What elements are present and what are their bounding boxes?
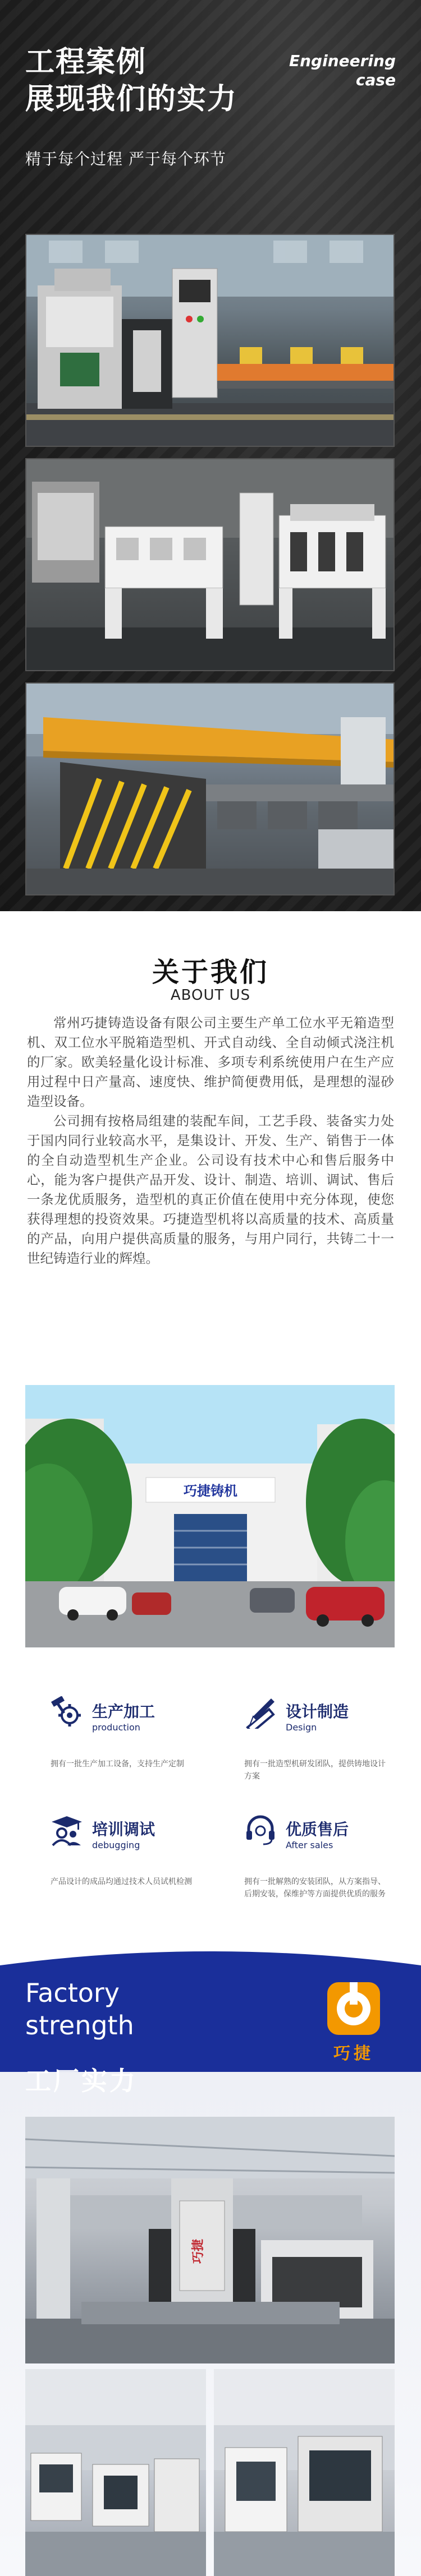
- service-production-en: production: [92, 1722, 140, 1733]
- service-design-en: Design: [286, 1722, 317, 1733]
- service-design-desc: 拥有一批造型机研发团队，提供铸地设计方案: [244, 1760, 386, 1781]
- engineering-case-en-title: [289, 52, 396, 90]
- factory-strength-cn-title: 工厂实力: [25, 2066, 138, 2096]
- molding-line-illustration: [26, 235, 395, 447]
- machining-workshop-illustration: [214, 2369, 395, 2576]
- service-production-desc: 拥有一批生产加工设备，支持生产定制: [51, 1760, 184, 1769]
- factory-photo-cnc-left: [25, 2369, 206, 2576]
- hero-slogan: 精于每个过程 严于每个环节: [25, 150, 226, 168]
- about-us-title: 关于我们: [152, 957, 269, 988]
- service-debugging-en: debugging: [92, 1840, 140, 1850]
- service-production: [51, 1696, 219, 1808]
- company-building-illustration: [25, 1385, 395, 1647]
- factory-strength-en-title: [25, 1977, 134, 2042]
- about-paragraph-2: 公司拥有按格局组建的装配车间，工艺手段、装备实力处于国内同行业较高水平，是集设计、开发、生产、销售于一体的全自动造型机生产企业。公司设有技术中心和售后服务中心，能为客户提供产品开发、设计、制造、培训、调试、售后一条龙优质服务，造型机的真正价值在使用中充分体现，使您获得理想的投资效果。巧捷造型机将以高质量的技术、高质量的产品，向用户提供高质量的服务，与用户同行，共铸二十一世纪铸造行业的辉煌。: [27, 1113, 394, 1266]
- case-photo-flaskless-machines: [25, 458, 395, 671]
- en-line-1: Engineering: [289, 52, 396, 70]
- automatic-line-illustration: [26, 684, 395, 895]
- cnc-lathe-illustration: [25, 2369, 206, 2576]
- about-paragraph-1: 常州巧捷铸造设备有限公司主要生产单工位水平无箱造型机、双工位水平脱箱造型机、开式自动线、全自动倾式浇注机的厂家。欧美轻量化设计标准、多项专利系统使用户在生产应用过程中日产量高、速度快、维护简便费用低，是理想的湿砂造型设备。: [27, 1015, 394, 1109]
- title-line-2: 展现我们的实力: [25, 82, 238, 116]
- about-us-body: [27, 1013, 394, 1268]
- service-debugging: [51, 1814, 219, 1926]
- factory-photo-cnc-right: [214, 2369, 395, 2576]
- title-line-1: 工程案例: [25, 45, 147, 79]
- factory-en-line-1: Factory: [25, 1978, 120, 2008]
- company-logo: [312, 1977, 396, 2066]
- headset-service-icon: [244, 1814, 277, 1846]
- service-after-sales-desc: 拥有一批解熟的安装团队，从方案指导、后期安装，保维护等方面提供优质的服务: [244, 1877, 386, 1899]
- flaskless-machine-illustration: [26, 459, 395, 671]
- hammer-gear-icon: [51, 1696, 83, 1729]
- about-us-section: [0, 911, 421, 1943]
- service-debugging-title: 培训调试: [92, 1820, 155, 1839]
- company-building-photo: [25, 1385, 395, 1647]
- service-production-title: 生产加工: [92, 1702, 155, 1721]
- service-after-sales: [244, 1814, 413, 1926]
- engineering-case-title: [25, 44, 237, 118]
- building-sign-text: 巧捷铸机: [184, 1483, 237, 1499]
- gantry-machine-illustration: [25, 2117, 395, 2363]
- service-design-title: 设计制造: [286, 1702, 349, 1721]
- case-photo-molding-line: [25, 234, 395, 447]
- service-after-sales-en: After sales: [286, 1840, 333, 1850]
- engineering-case-section: [0, 0, 421, 911]
- about-us-subtitle: ABOUT US: [170, 987, 251, 1004]
- en-line-2: case: [355, 71, 396, 89]
- machine-brand-label: 巧捷: [191, 2238, 205, 2264]
- service-after-sales-title: 优质售后: [286, 1820, 349, 1839]
- qiaojie-logo-icon: [312, 1977, 396, 2038]
- logo-text: 巧捷: [333, 2044, 374, 2063]
- service-design: [244, 1696, 413, 1808]
- people-graduation-icon: [51, 1814, 83, 1846]
- service-debugging-desc: 产品设计的成品均通过技术人员试机检测: [51, 1877, 192, 1886]
- factory-strength-section: [0, 1943, 421, 2576]
- factory-photo-gantry: [25, 2117, 395, 2363]
- case-photo-automatic-line: [25, 682, 395, 895]
- factory-en-line-2: strength: [25, 2010, 134, 2041]
- pencil-ruler-icon: [244, 1696, 277, 1729]
